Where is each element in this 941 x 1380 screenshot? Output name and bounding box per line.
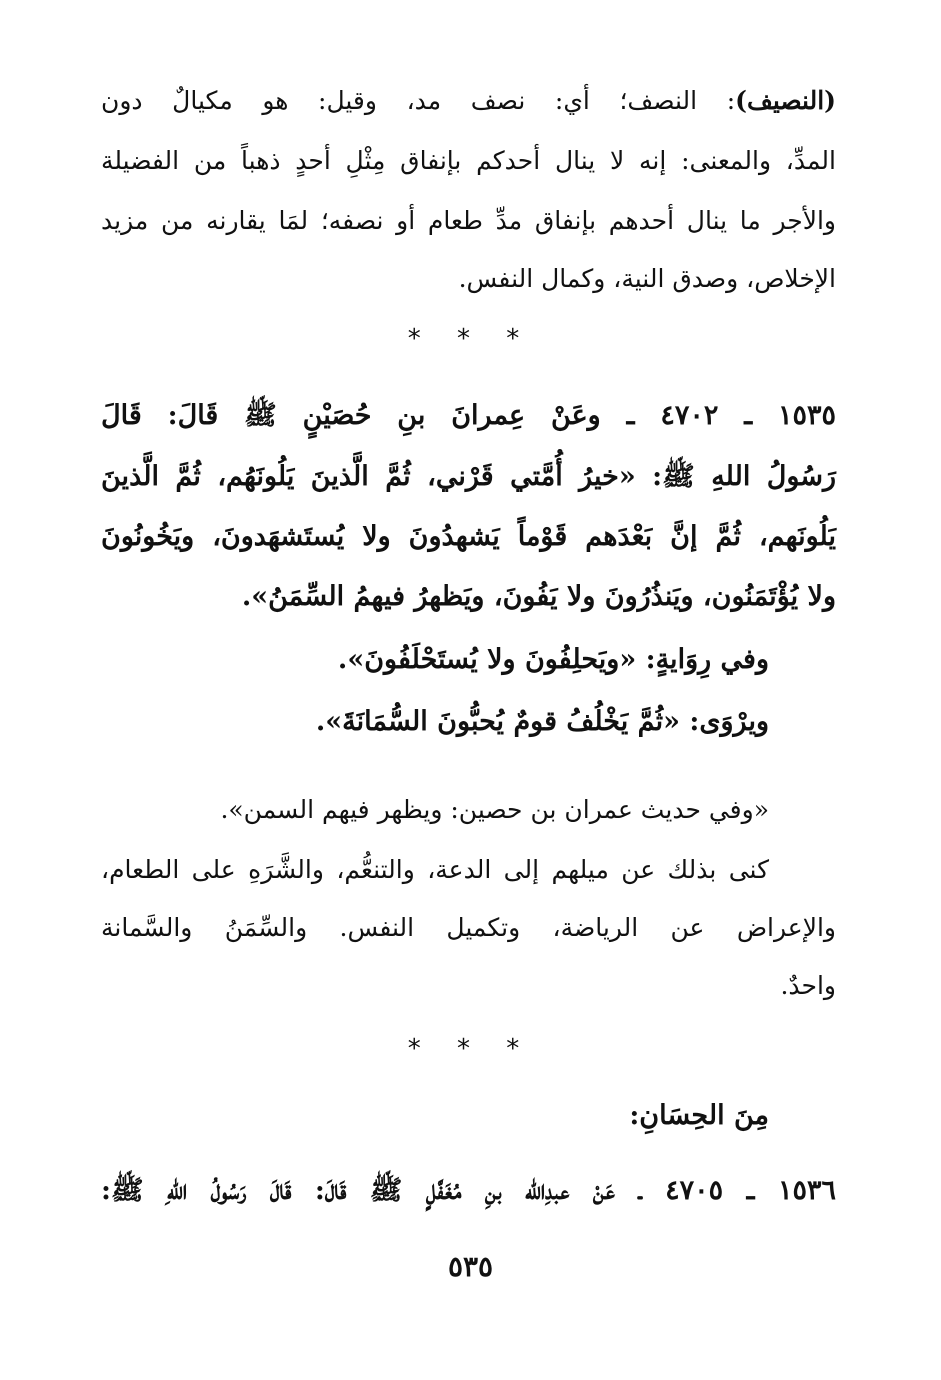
gloss-1-line-1 — [101, 86, 836, 116]
gloss-term: (النصيف) — [735, 86, 836, 115]
hadith-1535-line-2: رَسُولُ اللهِ ﷺ: «خيرُ أُمَّتي قَرْني، ثُمَّ الَّذينَ يَلُونَهُم، ثُمَّ الَّذينَ — [101, 461, 836, 492]
hadith-1535-line-3: يَلُونَهم، ثُمَّ إنَّ بَعْدَهم قَوْماً يَشهدُونَ ولا يُستَشهَدونَ، ويَخُونُونَ — [101, 521, 836, 552]
gloss-2-line-2: كنى بذلك عن ميلهم إلى الدعة، والتنعُّم، والشَّرَهِ على الطعام، — [101, 855, 769, 884]
gloss-2-line-1: «وفي حديث عمران بن حصين: ويظهر فيهم السمن». — [220, 795, 769, 824]
gloss-2-line-3: والإعراض عن الرياضة، وتكميل النفس. والسِّمَنُ والسَّمانة — [101, 913, 836, 942]
gloss-1-line-2: المدِّ، والمعنى: إنه لا ينال أحدكم بإنفاق مِثْلِ أحدٍ ذهباً من الفضيلة — [101, 146, 836, 175]
hadith-1536-line-1: ١٥٣٦ ـ ٤٧٠٥ ـ عَنْ عبدِالله بنِ مُغَفَّلٍ ﷺ قَالَ: قَالَ رَسُولُ اللهِ ﷺ: — [101, 1175, 836, 1206]
gloss-1-line-1-text: : النصف؛ أي: نصف مد، وقيل: هو مكيالٌ دون — [101, 86, 736, 115]
gloss-2-line-4: واحدٌ. — [780, 971, 836, 1000]
section-separator: * * * — [407, 324, 534, 354]
hadith-1535-line-4: ولا يُؤْتَمَنُون، ويَنذُرُونَ ولا يَفُونَ، ويَظهرُ فيهمُ السِّمَنُ». — [241, 581, 836, 612]
gloss-1-line-3: والأجر ما ينال أحدهم بإنفاق مدِّ طعام أو نصفه؛ لمَا يقارنه من مزيد — [101, 206, 836, 235]
page-number: ٥٣٥ — [447, 1250, 494, 1283]
section-separator-2: * * * — [407, 1034, 534, 1064]
section-heading: مِنَ الحِسَانِ: — [629, 1100, 769, 1131]
hadith-1535-riwaya-2: ويرْوَى: «ثُمَّ يَخْلُفُ قومٌ يُحبُّونَ السُّمَانَةَ». — [315, 706, 769, 737]
gloss-1-line-4: الإخلاص، وصدق النية، وكمال النفس. — [458, 264, 836, 293]
hadith-1535-line-1: ١٥٣٥ ـ ٤٧٠٢ ـ وعَنْ عِمرانَ بنِ حُصَيْنٍ ﷺ قَالَ: قَالَ — [101, 400, 836, 431]
hadith-1535-riwaya-1: وفي رِوَايةٍ: «ويَحلِفُونَ ولا يُستَحْلَفُونَ». — [337, 644, 769, 675]
